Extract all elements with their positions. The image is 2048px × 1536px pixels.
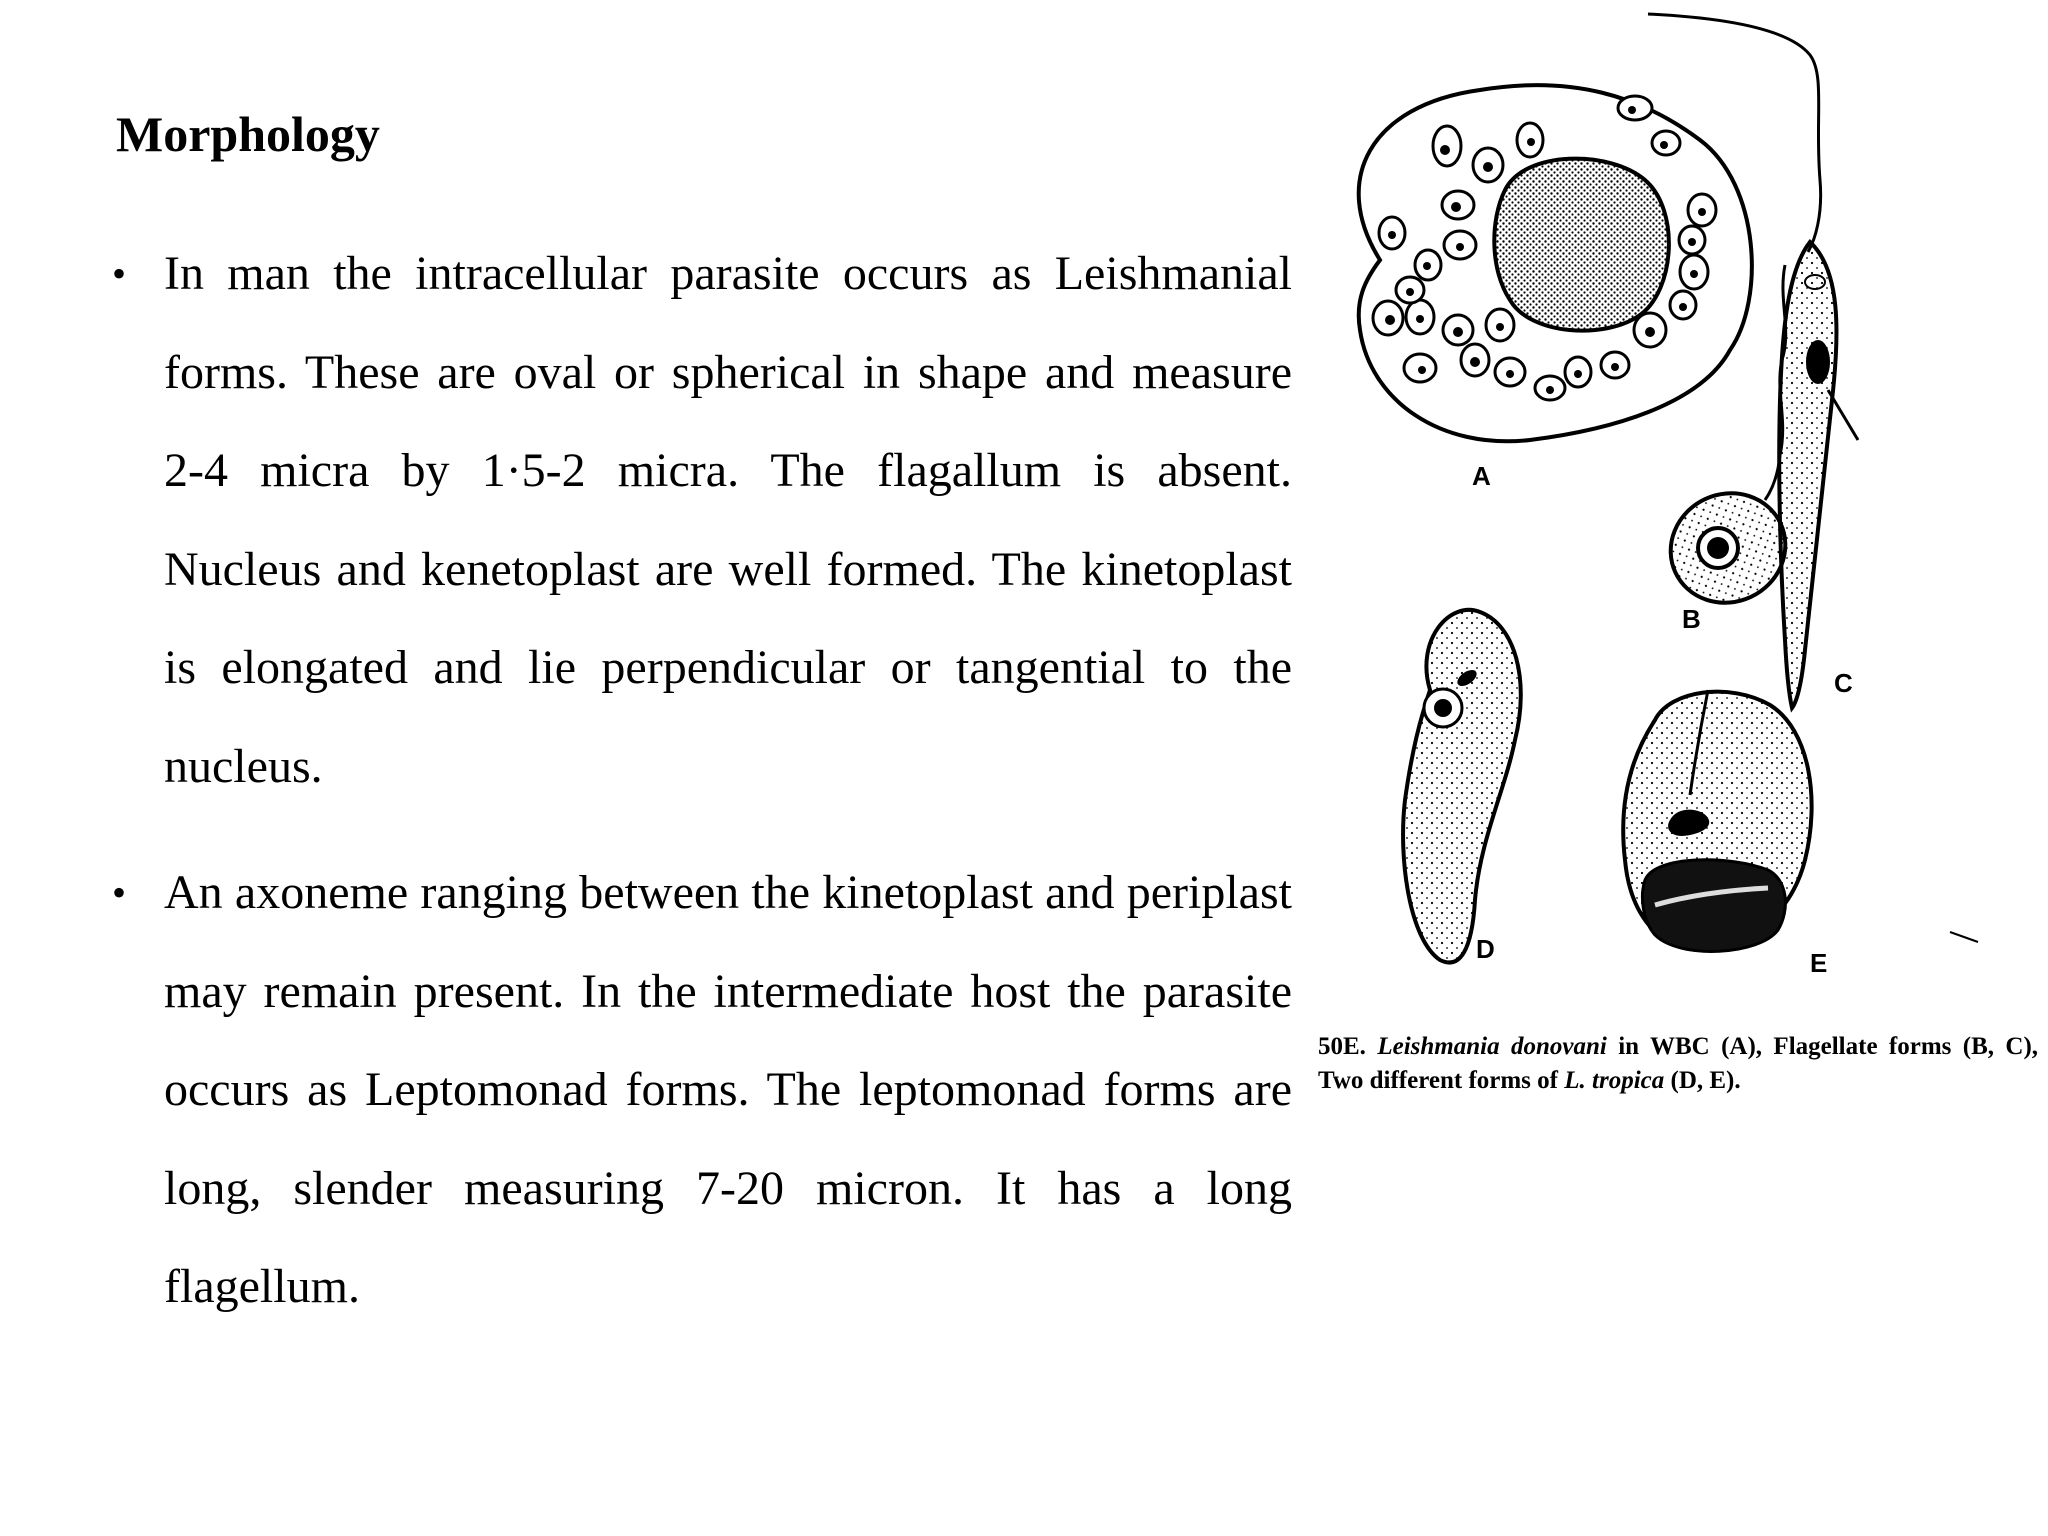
cell-e-tropica [1623, 690, 1827, 978]
figure-label-e: E [1810, 948, 1828, 978]
caption-text-1: in WBC (A), Flagellate forms (B, C), Two different forms of [1318, 1033, 2039, 1094]
bullet-item [112, 225, 1292, 816]
cell-a-macrophage [1359, 85, 1752, 491]
bullet-marker: • [112, 251, 127, 296]
leishmania-figure [1310, 0, 2048, 1130]
bullet-list [112, 225, 1292, 1365]
figure-label-a: A [1472, 461, 1491, 491]
figure-caption [1318, 1030, 2038, 1098]
bullet-text: An axoneme ranging between the kinetoplast and periplast may remain present. In the intermediate host the parasite occurs as Leptomonad forms. The leptomonad forms are long, slender measuring 7-20 micron. It has a long flagellum. [164, 866, 1292, 1313]
caption-number: 50E. [1318, 1033, 1366, 1060]
caption-species-2: L. tropica [1564, 1067, 1665, 1094]
figure-label-b: B [1682, 604, 1701, 634]
cell-d-tropica [1403, 610, 1521, 964]
bullet-marker: • [112, 870, 127, 915]
caption-text-2: (D, E). [1670, 1067, 1741, 1094]
slide-heading: Morphology [116, 106, 380, 162]
figure-label-c: C [1834, 668, 1853, 698]
figure-label-d: D [1476, 934, 1495, 964]
leishmania-illustration [1310, 0, 2048, 1130]
bullet-text: In man the intracellular parasite occurs as Leishmanial forms. These are oval or spherical in shape and measure 2-4 micra by 1·5-2 micra. The flagallum is absent. Nucleus and kenetoplast are well formed. The kinetoplast is elongated and lie perpendicular or tangential to the nucleus. [164, 247, 1292, 793]
caption-species-1: Leishmania donovani [1377, 1033, 1607, 1060]
bullet-item [112, 844, 1292, 1337]
stray-mark [1950, 932, 1978, 942]
